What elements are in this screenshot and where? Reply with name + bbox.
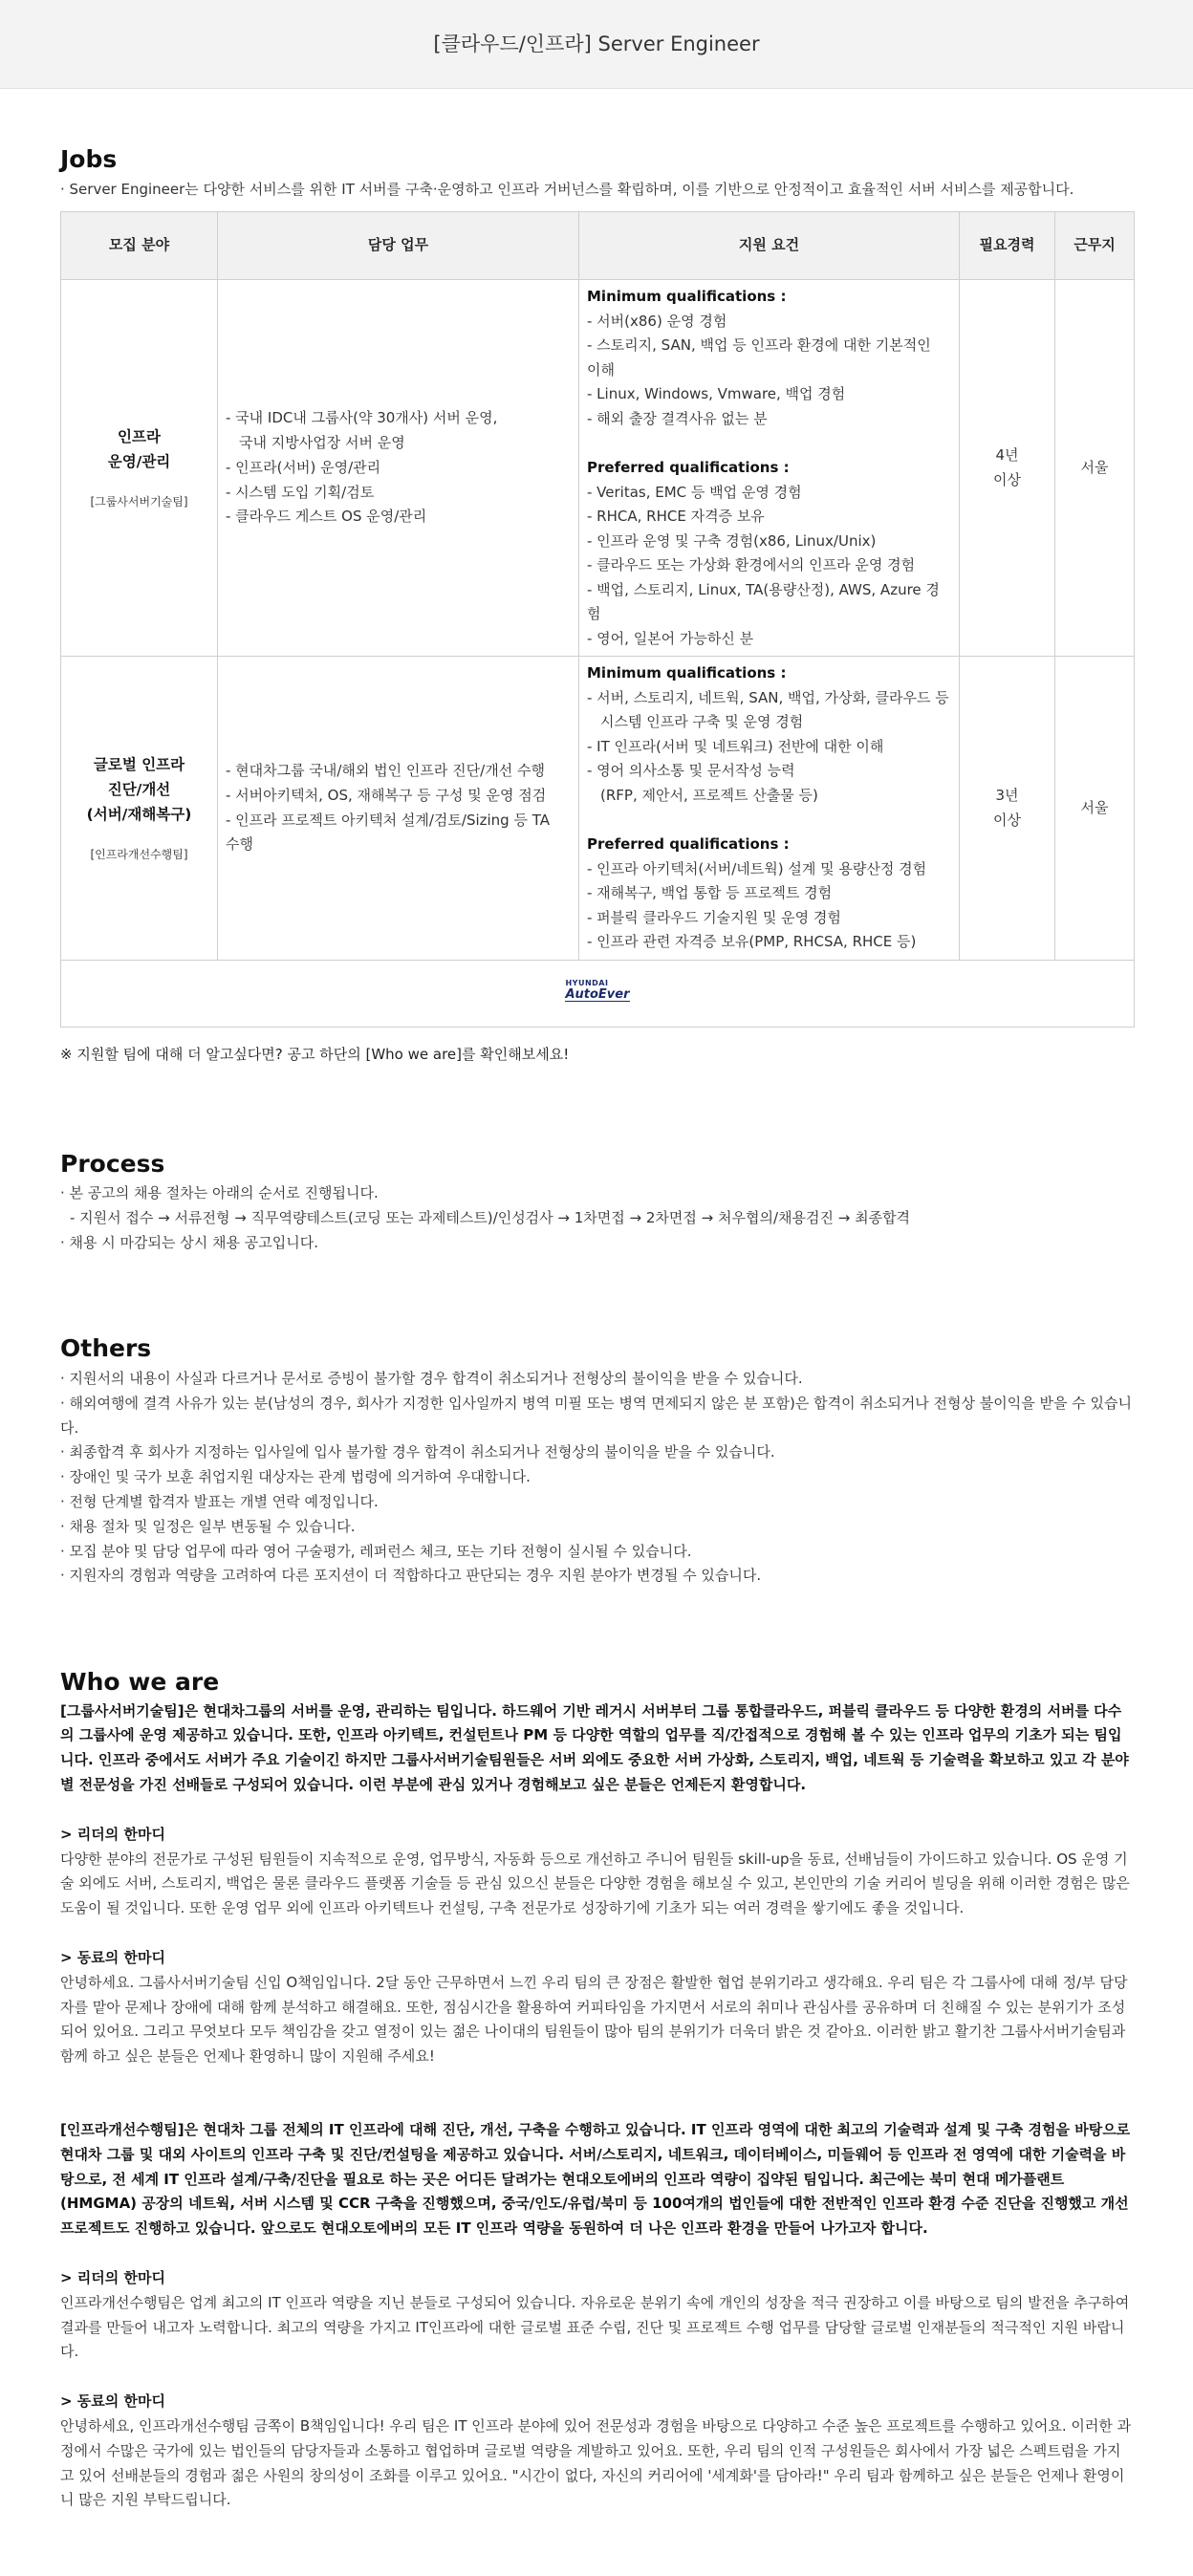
column-header-location: 근무지 [1055, 212, 1135, 280]
minimum-qualifications-title: Minimum qualifications : [587, 664, 787, 682]
jobs-section-title: Jobs [60, 145, 118, 173]
job-team-name: [그룹사서버기술팀] [90, 494, 188, 509]
duty-item: 국내 지방사업장 서버 운영 [239, 434, 405, 452]
hyundai-autoever-logo: HYUNDAI AutoEver [565, 979, 630, 1003]
jobs-table-header-row [61, 212, 1135, 280]
peer-message: 안녕하세요. 그룹사서버기술팀 신입 O책임입니다. 2달 동안 근무하면서 느낀 우리 팀의 큰 장점은 활발한 협업 분위기라고 생각해요. 우리 팀은 각 그룹사에 대해 정/부 담당자를 맡아 문제나 장애에 대해 함께 분석하고 해결해요. 또한, 점심시간을 활용하여 커피타임을 가지면서 서로의 취미나 관심사를 공유하며 더 친해질 수 있는 분위기가 조성되어 있어요. 그리고 무엇보다 모두 책임감을 갖고 열정이 있는 젊은 나이대의 팀원들이 많아 팀의 분위기가 더욱더 밝은 것 같아요. 이러한 밝고 활기찬 그룹사서버기술팀과 함께 하고 싶은 분들은 언제나 환영하니 많이 지원해 주세요! [60, 1973, 1128, 2066]
team-spacer [60, 2069, 1134, 2117]
others-item: · 지원서의 내용이 사실과 다르거나 문서로 증빙이 불가할 경우 합격이 취소되거나 전형상의 불이익을 받을 수 있습니다. [60, 1369, 803, 1387]
who-we-are-body [60, 1699, 1134, 2514]
job-row [61, 280, 1135, 657]
others-item: · 전형 단계별 합격자 발표는 개별 연락 예정입니다. [60, 1492, 379, 1510]
minimum-qualification-item: - 서버(x86) 운영 경험 [587, 312, 727, 330]
team-intro: [그룹사서버기술팀]은 현대차그룹의 서버를 운영, 관리하는 팀입니다. 하드웨어 기반 레거시 서버부터 그룹 통합클라우드, 퍼블릭 클라우드 등 다양한 환경의 서버를 다수의 그룹사에 운영 제공하고 있습니다. 또한, 인프라 아키텍트, 컨설턴트나 PM 등 다양한 역할의 업무를 직/간접적으로 경험해 볼 수 있는 인프라 업무의 기초가 되는 팀입니다. 인프라 중에서도 서버가 주요 기술이긴 하지만 그룹사서버기술팀원들은 서버 외에도 중요한 서버 가상화, 스토리지, 백업, 네트웍 등 기술력을 확보하고 있고 각 분야별 전문성을 가진 선배들로 구성되어 있습니다. 이런 부분에 관심 있거나 경험해보고 싶은 분들은 언제든지 환영합니다. [60, 1701, 1129, 1794]
process-item: · 본 공고의 채용 절차는 아래의 순서로 진행됩니다. [60, 1184, 379, 1202]
others-item: · 채용 절차 및 일정은 일부 변동될 수 있습니다. [60, 1517, 356, 1535]
page-title: [클라우드/인프라] Server Engineer [433, 32, 760, 55]
page-header [0, 0, 1193, 89]
duty-item: 수행 [226, 835, 253, 854]
team-intro: [인프라개선수행팀]은 현대차 그룹 전체의 IT 인프라에 대해 진단, 개선, 구축을 수행하고 있습니다. IT 인프라 영역에 대한 최고의 기술력과 설계 및 구축 경험을 바탕으로 현대차 그룹 및 대외 사이트의 인프라 구축 및 진단/컨설팅을 제공하고 있습니다. 서버/스토리지, 네트워크, 데이터베이스, 미들웨어 등 인프라 전 영역에 대한 기술력을 바탕으로, 전 세계 IT 인프라 설계/구축/진단을 필요로 하는 곳은 어디든 달려가는 현대오토에버의 인프라 역량이 집약된 팀입니다. 최근에는 북미 현대 메가플랜트(HMGMA) 공장의 네트웍, 서버 시스템 및 CCR 구축을 진행했으며, 중국/인도/유럽/북미 등 100여개의 법인들에 대한 전반적인 인프라 환경 수준 진단을 진행했고 개선 프로젝트도 진행하고 있습니다. 앞으로도 현대오토에버의 모든 IT 인프라 역량을 동원하여 더 나은 인프라 환경을 만들어 나가고자 합니다. [60, 2121, 1131, 2238]
minimum-qualification-item: 이해 [587, 360, 615, 379]
duty-item: - 서버아키텍처, OS, 재해복구 등 구성 및 운영 점검 [226, 786, 547, 804]
preferred-qualification-item: - 퍼블릭 클라우드 기술지원 및 운영 경험 [587, 908, 841, 926]
others-item: · 최종합격 후 회사가 지정하는 입사일에 입사 불가할 경우 합격이 취소되거나 전형상의 불이익을 받을 수 있습니다. [60, 1443, 775, 1461]
minimum-qualification-item: - 스토리지, SAN, 백업 등 인프라 환경에 대한 기본적인 [587, 336, 931, 355]
minimum-qualification-item: - Linux, Windows, Vmware, 백업 경험 [587, 385, 846, 403]
logo-cell [61, 960, 1135, 1027]
process-item: · 채용 시 마감되는 상시 채용 공고입니다. [60, 1233, 318, 1251]
leader-message: 인프라개선수행팀은 업계 최고의 IT 인프라 역량을 지닌 분들로 구성되어 있습니다. 자유로운 분위기 속에 개인의 성장을 적극 권장하고 이를 바탕으로 팀의 발전을 추구하여 결과를 만들어 내고자 노력합니다. 최고의 역량을 가지고 IT인프라에 대한 글로벌 표준 수립, 진단 및 프로젝트 수행 업무를 담당할 글로벌 인재분들의 적극적인 지원 바랍니다. [60, 2293, 1130, 2361]
duty-item: - 인프라(서버) 운영/관리 [226, 458, 381, 476]
job-location-cell: 서울 [1055, 657, 1135, 961]
preferred-qualification-item: - 인프라 관련 자격증 보유(PMP, RHCSA, RHCE 등) [587, 933, 917, 951]
duty-item: - 인프라 프로젝트 아키텍처 설계/검토/Sizing 등 TA [226, 811, 550, 829]
column-header-requirements: 지원 요건 [579, 212, 960, 280]
duty-item: - 시스템 도입 기획/검토 [226, 483, 375, 501]
requirements-spacer [587, 808, 951, 833]
job-field-title: (서버/재해복구) [86, 806, 192, 824]
requirements-spacer [587, 431, 951, 456]
leader-message-title: > 리더의 한마디 [60, 1825, 165, 1843]
job-duties-cell [218, 657, 579, 961]
main-content [0, 144, 1193, 2513]
team-section [60, 2069, 1134, 2513]
duty-item: - 국내 IDC내 그룹사(약 30개사) 서버 운영, [226, 409, 498, 427]
others-item: · 모집 분야 및 담당 업무에 따라 영어 구술평가, 레퍼런스 체크, 또는 기타 전형이 실시될 수 있습니다. [60, 1542, 692, 1560]
preferred-qualification-item: - 클라우드 또는 가상화 환경에서의 인프라 운영 경험 [587, 556, 916, 574]
job-team-name: [인프라개선수행팀] [90, 847, 188, 861]
experience-text: 이상 [993, 811, 1021, 829]
minimum-qualification-item: - 영어 의사소통 및 문서작성 능력 [587, 762, 795, 780]
who-we-are-note: ※ 지원할 팀에 대해 더 알고싶다면? 공고 하단의 [Who we are]를 확인해보세요! [60, 1045, 570, 1063]
job-field-cell [61, 657, 218, 961]
preferred-qualification-item: - Veritas, EMC 등 백업 운영 경험 [587, 483, 802, 501]
minimum-qualification-item: - 해외 출장 결격사유 없는 분 [587, 409, 768, 427]
job-field-title: 인프라 [118, 428, 161, 446]
preferred-qualification-item: - 재해복구, 백업 통합 등 프로젝트 경험 [587, 884, 833, 902]
experience-text: 3년 [995, 786, 1019, 804]
job-row [61, 657, 1135, 961]
leader-message: 다양한 분야의 전문가로 구성된 팀원들이 지속적으로 운영, 업무방식, 자동화 등으로 개선하고 주니어 팀원들 skill-up을 동료, 선배님들이 가이드하고 있습니다. OS 운영 기술 외에도 서버, 스토리지, 백업은 물론 클라우드 플랫폼 기술들 등 관심 있으신 분들은 다양한 경험을 해보실 수 있고, 본인만의 기술 커리어 빌딩을 위해 이러한 경험은 많은 도움이 될 것입니다. 또한 운영 업무 외에 인프라 아키텍트나 컨설팅, 구축 전문가로 성장하기에 기초가 되는 여러 경력을 쌓기에도 좋을 것입니다. [60, 1850, 1130, 1917]
column-header-field: 모집 분야 [61, 212, 218, 280]
peer-message-title: > 동료의 한마디 [60, 1949, 165, 1967]
process-section-title: Process [60, 1149, 165, 1178]
who-we-are-section-title: Who we are [60, 1668, 220, 1697]
job-field-title: 운영/관리 [107, 453, 171, 471]
logo-row [61, 960, 1135, 1027]
minimum-qualification-item: 시스템 인프라 구축 및 운영 경험 [600, 713, 804, 731]
duty-item: - 현대차그룹 국내/해외 법인 인프라 진단/개선 수행 [226, 761, 545, 779]
job-field-title: 진단/개선 [107, 781, 171, 799]
preferred-qualification-item: - 인프라 아키텍처(서버/네트웍) 설계 및 용량산정 경험 [587, 859, 927, 877]
duty-item: - 클라우드 게스트 OS 운영/관리 [226, 508, 427, 526]
leader-message-title: > 리더의 한마디 [60, 2269, 165, 2286]
minimum-qualification-item: (RFP, 제안서, 프로젝트 산출물 등) [600, 786, 818, 804]
others-item: · 장애인 및 국가 보훈 취업지원 대상자는 관계 법령에 의거하여 우대합니다. [60, 1468, 531, 1486]
job-location-cell: 서울 [1055, 280, 1135, 657]
job-duties-cell [218, 280, 579, 657]
experience-text: 4년 [995, 446, 1019, 464]
peer-message: 안녕하세요, 인프라개선수행팀 금쪽이 B책임입니다! 우리 팀은 IT 인프라 분야에 있어 전문성과 경험을 바탕으로 다양하고 수준 높은 프로젝트를 수행하고 있어요. 이러한 과정에서 수많은 국가에 있는 법인들의 담당자들과 소통하고 협업하며 글로벌 역량을 계발하고 있어요. 또한, 우리 팀의 인적 구성원들은 회사에서 가장 넓은 스펙트럼을 가지고 있어 선배분들의 경험과 젊은 사원의 창의성이 조화를 이루고 있어요. "시간이 없다, 자신의 커리어에 '세계화'를 담아라!" 우리 팀과 함께하고 싶은 분들은 언제나 환영이니 많은 지원 부탁드립니다. [60, 2416, 1132, 2509]
others-item: · 지원자의 경험과 역량을 고려하여 다른 포지션이 더 적합하다고 판단되는 경우 지원 분야가 변경될 수 있습니다. [60, 1567, 762, 1585]
column-header-experience: 필요경력 [960, 212, 1055, 280]
preferred-qualification-item: - 영어, 일본어 가능하신 분 [587, 629, 754, 647]
others-section-title: Others [60, 1334, 152, 1363]
job-field-cell [61, 280, 218, 657]
job-field-title: 글로벌 인프라 [93, 755, 185, 773]
job-requirements-cell [579, 657, 960, 961]
process-item: - 지원서 접수 → 서류전형 → 직무역량테스트(코딩 또는 과제테스트)/인성검사 → 1차면접 → 2차면접 → 처우협의/채용검진 → 최종합격 [70, 1208, 911, 1226]
others-item: · 해외여행에 결격 사유가 있는 분(남성의 경우, 회사가 지정한 입사일까지 병역 미필 또는 병역 면제되지 않은 분 포함)은 합격이 취소되거나 전형상 불이익을 받을 수 있습니다. [60, 1394, 1133, 1437]
preferred-qualification-item: - 인프라 운영 및 구축 경험(x86, Linux/Unix) [587, 531, 877, 550]
minimum-qualifications-title: Minimum qualifications : [587, 288, 787, 306]
process-list [60, 1181, 1134, 1255]
peer-message-title: > 동료의 한마디 [60, 2392, 165, 2411]
others-list [60, 1367, 1134, 1589]
minimum-qualification-item: - 서버, 스토리지, 네트웍, SAN, 백업, 가상화, 클라우드 등 [587, 688, 949, 706]
experience-text: 이상 [993, 470, 1021, 488]
job-experience-cell [960, 657, 1055, 961]
preferred-qualifications-title: Preferred qualifications : [587, 459, 790, 477]
job-experience-cell [960, 280, 1055, 657]
job-requirements-cell [579, 280, 960, 657]
preferred-qualification-item: - 백업, 스토리지, Linux, TA(용량산정), AWS, Azure 경험 [587, 580, 940, 623]
preferred-qualifications-title: Preferred qualifications : [587, 835, 790, 854]
jobs-table [60, 211, 1135, 1028]
minimum-qualification-item: - IT 인프라(서버 및 네트워크) 전반에 대한 이해 [587, 737, 884, 755]
preferred-qualification-item: - RHCA, RHCE 자격증 보유 [587, 508, 765, 526]
jobs-intro: · Server Engineer는 다양한 서비스를 위한 IT 서버를 구축·운영하고 인프라 거버넌스를 확립하며, 이를 기반으로 안정적이고 효율적인 서버 서비스를 제공합니다. [60, 180, 1074, 198]
column-header-duties: 담당 업무 [218, 212, 579, 280]
team-section [60, 1699, 1134, 2069]
